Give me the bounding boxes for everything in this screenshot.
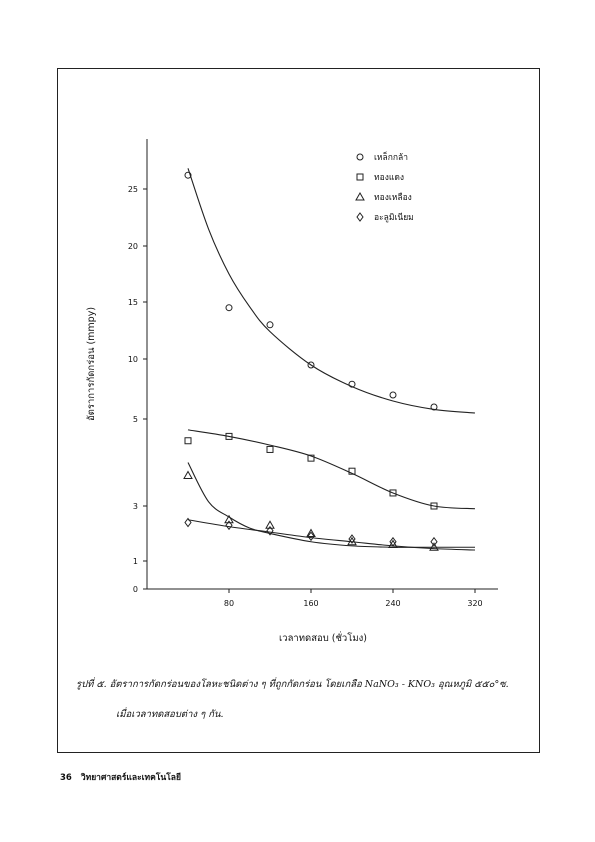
figure-caption-line1: รูปที่ ๕. อัตราการกัดกร่อนของโลหะชนิดต่าง ๆ ที่ถูกกัดกร่อน โดยเกลือ NaNO₃ - KNO₃ อุณหภูมิ ๕๕๐°ซ. [76, 679, 509, 690]
legend-label: อะลูมิเนียม [374, 213, 414, 223]
data-point-square [267, 446, 273, 452]
x-tick-label: 240 [385, 599, 401, 608]
legend-label: เหล็กกล้า [374, 153, 408, 163]
figure-frame [57, 68, 540, 753]
y-tick-label: 20 [127, 242, 138, 251]
x-tick-label: 160 [303, 599, 319, 608]
x-tick-label: 320 [467, 599, 483, 608]
legend-marker-triangle [356, 193, 364, 200]
legend-marker-diamond [357, 213, 363, 221]
y-tick-label: 5 [132, 415, 138, 424]
y-tick-label: 3 [132, 502, 138, 511]
journal-title: วิทยาศาสตร์และเทคโนโลยี [80, 773, 181, 783]
y-tick-label: 0 [132, 585, 138, 594]
data-point-triangle [184, 472, 192, 479]
data-point-circle [390, 392, 396, 398]
steel-trend-curve [188, 168, 475, 413]
y-tick-label: 10 [127, 355, 138, 364]
data-point-circle [267, 322, 273, 328]
y-tick-label: 25 [127, 185, 138, 194]
y-axis-label: อัตราการกัดกร่อน (mmpy) [86, 306, 97, 422]
page-number: 36 [60, 773, 72, 783]
data-point-diamond [431, 538, 437, 546]
legend-marker-square [357, 174, 363, 180]
x-axis-label: เวลาทดสอบ (ชั่วโมง) [279, 633, 367, 644]
legend-label: ทองแดง [374, 173, 405, 183]
y-tick-label: 1 [132, 557, 138, 566]
x-tick-label: 80 [223, 599, 235, 608]
brass-trend-curve [188, 463, 475, 548]
figure-caption-line2: เมื่อเวลาทดสอบต่าง ๆ กัน. [116, 709, 224, 720]
data-point-square [185, 438, 191, 444]
y-tick-label: 15 [127, 298, 138, 307]
legend-marker-circle [357, 154, 363, 160]
data-point-circle [226, 305, 232, 311]
copper-trend-curve [188, 430, 475, 509]
corrosion-rate-chart [58, 69, 541, 754]
legend-label: ทองเหลือง [374, 193, 412, 203]
page-footer [60, 770, 181, 784]
